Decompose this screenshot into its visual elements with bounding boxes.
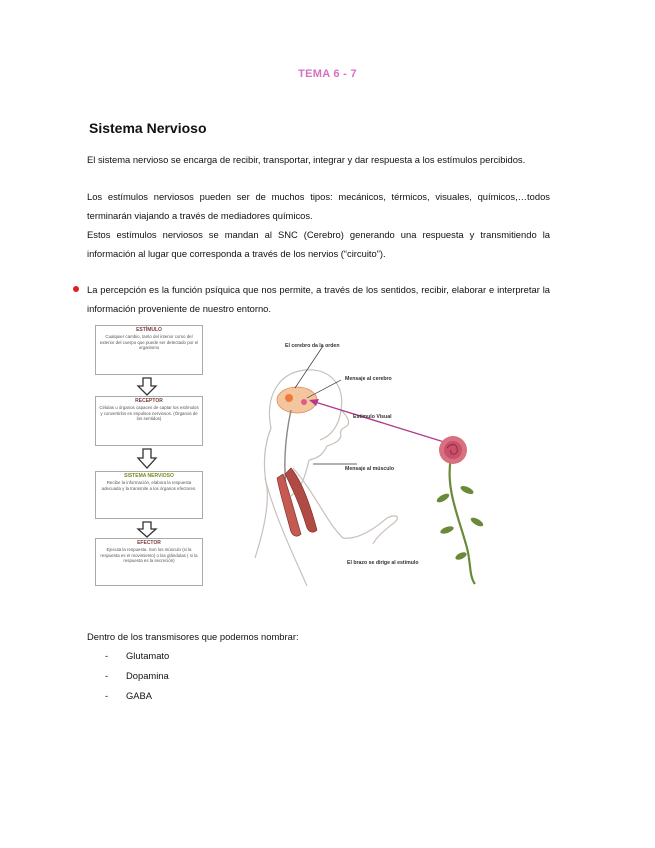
perception-bullet <box>73 280 550 318</box>
perception-text: La percepción es la función psíquica que nos permite, a través de los sentidos, recibir, elaborar e interpretar la información proveniente de nuestro entorno. <box>87 284 550 314</box>
muscle-icon <box>277 468 317 536</box>
label-visual-stimulus: Estímulo Visual <box>353 414 392 420</box>
flow-title: RECEPTOR <box>135 398 163 404</box>
transmitters-intro: Dentro de los transmisores que podemos nombrar: <box>87 631 299 642</box>
list-dash: - <box>105 690 109 701</box>
flow-title: EFECTOR <box>137 540 161 546</box>
flow-title: ESTÍMULO <box>136 327 162 333</box>
label-arm-moves: El brazo se dirige al estímulo <box>347 560 419 566</box>
transmitter-dopamina: Dopamina <box>126 670 169 681</box>
flow-box-nervous-system <box>95 471 203 519</box>
flow-box-stimulus <box>95 325 203 375</box>
flow-text: Ejecuta la respuesta. Son los músculo (si la respuesta es el movimiento) o las glándulas ( si la respuesta es la secreción) <box>100 547 198 564</box>
paragraph-snc: Estos estímulos nerviosos se mandan al SNC (Cerebro) generando una respuesta y transmitiendo la información al lugar que corresponda a través de los nervios (“circuito”). <box>87 229 550 259</box>
list-dash: - <box>105 670 109 681</box>
paragraph-stimulus-types: Los estímulos nerviosos pueden ser de muchos tipos: mecánicos, térmicos, visuales, químicos,…todos terminarán viajando a través de mediadores químicos. <box>87 191 550 221</box>
list-dash: - <box>105 650 109 661</box>
flow-box-effector <box>95 538 203 586</box>
flow-title: SISTEMA NERVIOSO <box>124 473 174 479</box>
label-message-brain: Mensaje al cerebro <box>345 376 392 382</box>
flow-text: Cualquier cambio, tanto del interior como del exterior del cuerpo que puede ser detectado por el organismo <box>99 334 199 351</box>
nervous-system-figure <box>95 318 497 586</box>
visual-stimulus-arrow-icon <box>309 399 457 446</box>
person-silhouette-icon <box>255 370 397 586</box>
label-brain-order: El cerebro da la orden <box>285 343 340 349</box>
page-title: TEMA 6 - 7 <box>298 68 357 80</box>
transmitter-glutamato: Glutamato <box>126 650 170 661</box>
paragraph-definition: El sistema nervioso se encarga de recibir, transportar, integrar y dar respuesta a los estímulos percibidos. <box>87 154 526 165</box>
flow-box-receptor <box>95 396 203 446</box>
bullet-dot-icon <box>73 286 79 292</box>
label-message-muscle: Mensaje al músculo <box>345 466 395 472</box>
flow-text: Recibe la información, elabora la respuesta adecuada y la transmite a los órganos efectores. <box>101 480 197 491</box>
flow-text: Células u órganos capaces de captar los estímulos y convertirlos en impulsos nerviosos. (Órganos de los sentidos) <box>99 405 199 422</box>
transmitter-gaba: GABA <box>126 690 153 701</box>
rose-icon <box>435 436 484 584</box>
section-title: Sistema Nervioso <box>89 120 207 136</box>
